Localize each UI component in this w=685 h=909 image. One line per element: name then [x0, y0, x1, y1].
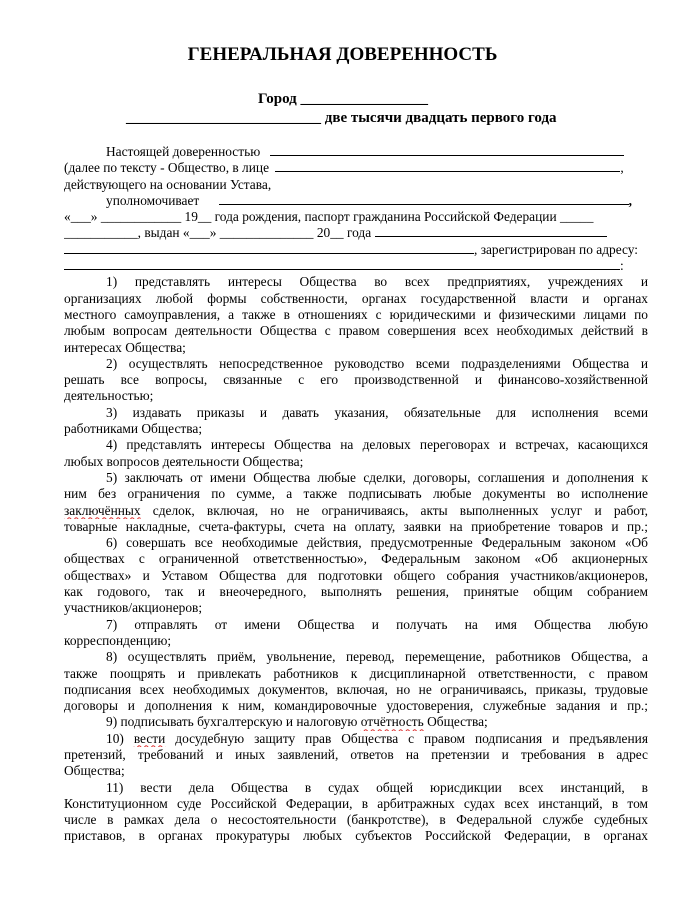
- date-blank: __________________________: [126, 110, 321, 126]
- blank-field: [64, 242, 474, 254]
- intro-line-8: [64, 258, 648, 274]
- item-line: участников/акционеров;: [64, 600, 203, 616]
- item-line: 11) вести дела Общества в судах общей юрисдикции всех инстанций, в: [106, 779, 648, 795]
- item-line: 3) издавать приказы и давать указания, обязательные для исполнения всеми: [106, 404, 648, 420]
- intro-line-1: [64, 144, 648, 160]
- item-line: организациях любой формы собственности, органах государственной власти и органах: [64, 290, 648, 306]
- item-line: подписания всех необходимых документов, включая, но не ограничиваясь, приказы, трудовые: [64, 681, 648, 697]
- city-line: [258, 90, 428, 108]
- item-line: ним без ограничения по сумме, а также подписывать любые документы во исполнение: [64, 486, 648, 502]
- item-line: приставов, в органах прокуратуры любых субъектов Российской Федерации, в органах: [64, 828, 648, 844]
- item-line-spellcheck: 9) подписывать бухгалтерскую и налоговую отчётность Общества;: [106, 714, 488, 730]
- intro-text-6: ___________, выдан «___» ______________ 20__ года: [64, 225, 372, 241]
- item-line: местного самоуправления, а также в отношениях с юридическими и физическими лицами по: [64, 306, 648, 322]
- document-body: [64, 144, 648, 845]
- list-item: [64, 535, 648, 616]
- date-text: две тысячи двадцать первого года: [324, 110, 557, 126]
- list-item: [64, 714, 648, 730]
- list-item: [64, 356, 648, 405]
- list-item: [64, 731, 648, 780]
- item-line: Конституционном суде Российской Федерации, в арбитражных судах всех инстанций, в том: [64, 795, 648, 811]
- intro-line-3: [64, 177, 648, 193]
- item-line: обществах с ограниченной ответственностью», Федеральным законом «Об акционерных: [64, 551, 648, 567]
- city-label: Город: [258, 91, 297, 107]
- item-line-spellcheck: заключённых сделок, включая, но не ограничиваясь, акты выполненных услуг и работ,: [64, 502, 648, 518]
- list-item: [64, 437, 648, 470]
- intro-text-5: «___» ____________ 19__ года рождения, паспорт гражданина Российской Федерации _____: [64, 209, 594, 225]
- intro-line-4: уполномочивает ,: [106, 192, 632, 208]
- intro-text-1: Настоящей доверенностью: [106, 144, 261, 159]
- intro-line-6: [64, 225, 648, 241]
- item-line: также поощрять и привлекать работников к дисциплинарной ответственности, с правом: [64, 665, 648, 681]
- item-line: 8) осуществлять приём, увольнение, перевод, перемещение, работников Общества, а: [106, 649, 648, 665]
- item-line: договоры и дополнения к ним, командировочные удостоверения, служебные задания и пр.;: [64, 698, 648, 714]
- item-line: 6) совершать все необходимые действия, предусмотренные Федеральным законом «Об: [106, 535, 648, 551]
- intro-text-3: действующего на основании Устава,: [64, 176, 272, 192]
- intro-line-7: [64, 242, 648, 258]
- city-blank: _________________: [300, 91, 428, 107]
- item-line: 1) представлять интересы Общества во всех предприятиях, учреждениях и: [106, 274, 648, 290]
- item-line: решать все вопросы, связанные с его производственной и финансово-хозяйственной: [64, 372, 648, 388]
- item-line: обществах» и Уставом Общества для подготовки общего собрания участников/акционеров,: [64, 567, 648, 583]
- blank-field: [64, 258, 620, 270]
- intro-text-8: :: [620, 258, 624, 274]
- intro-text-2: (далее по тексту - Общество, в лице: [64, 160, 270, 176]
- blank-field: [275, 160, 620, 172]
- item-line: 4) представлять интересы Общества на деловых переговорах и встречах, касающихся: [106, 437, 648, 453]
- list-item: [64, 405, 648, 438]
- spellcheck-word: вести: [133, 730, 166, 746]
- document-title: ГЕНЕРАЛЬНАЯ ДОВЕРЕННОСТЬ: [187, 44, 498, 65]
- list-item: [64, 780, 648, 845]
- date-line: [126, 109, 557, 127]
- blank-field: [270, 144, 624, 156]
- intro-text-7: , зарегистрирован по адресу:: [474, 241, 638, 257]
- item-line: любых вопросов деятельности Общества;: [64, 453, 304, 469]
- list-item: [64, 274, 648, 355]
- item-line: интересах Общества;: [64, 339, 186, 355]
- item-line: деятельностью;: [64, 388, 154, 404]
- item-line-spellcheck: 10) вести досудебную защиту прав Общества с правом подписания и предъявления: [106, 730, 648, 746]
- spellcheck-word: заключённых: [64, 502, 141, 518]
- item-line: любым вопросам деятельности Общества с правом совершения всех необходимых действий в: [64, 323, 648, 339]
- item-line: товарные накладные, счета-фактуры, счета на оплату, заявки на приобретение товаров и пр.;: [64, 518, 648, 534]
- blank-field: [219, 193, 629, 205]
- item-line: как годового, так и внеочередного, выполнять решения, принятые общим собранием: [64, 584, 648, 600]
- item-line: 2) осуществлять непосредственное руководство всеми подразделениями Общества и: [106, 355, 648, 371]
- item-line: работниками Общества;: [64, 421, 203, 437]
- item-line: числе в рамках дела о несостоятельности (банкротстве), в Федеральной службе судебных: [64, 812, 648, 828]
- item-line: 5) заключать от имени Общества любые сделки, договоры, соглашения и дополнения к: [106, 469, 648, 485]
- item-line: претензий, требований и иных заявлений, ответов на претензии и требования в адрес: [64, 746, 648, 762]
- item-line: корреспонденцию;: [64, 632, 172, 648]
- intro-line-2: (далее по тексту - Общество, в лице ,: [64, 160, 624, 176]
- spellcheck-word: отчётность: [360, 714, 424, 730]
- intro-line-5: [64, 209, 648, 225]
- list-item: [64, 649, 648, 714]
- list-item: [64, 470, 648, 535]
- item-line: 7) отправлять от имени Общества и получать на имя Общества любую: [106, 616, 648, 632]
- item-line: Общества;: [64, 763, 125, 779]
- blank-field: [375, 225, 607, 237]
- list-item: [64, 617, 648, 650]
- intro-text-4: уполномочивает: [106, 192, 200, 208]
